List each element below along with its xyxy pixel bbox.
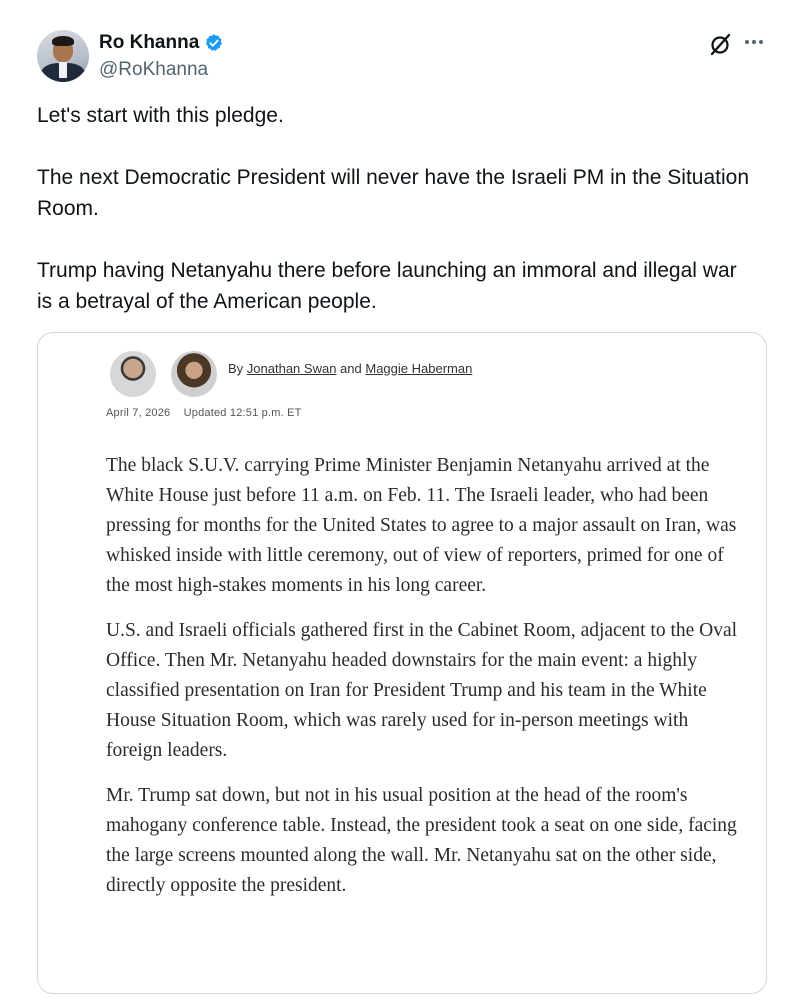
article-paragraph: Mr. Trump sat down, but not in his usual position at the head of the room's mahogany conference table. Instead, the president took a seat on one side, facing the large screens mounted along the wall. Mr. Netanyahu sat on the other side, directly opposite the president.	[106, 785, 737, 896]
tweet-paragraph: Trump having Netanyahu there before launching an immoral and illegal war is a betrayal of the American people.	[37, 259, 737, 313]
avatar-shirt	[59, 62, 67, 78]
tweet-paragraph: Let's start with this pledge.	[37, 104, 284, 127]
article-updated-time: Updated 12:51 p.m. ET	[183, 407, 302, 419]
author-name-row	[99, 32, 224, 54]
article-byline	[228, 361, 472, 376]
article-paragraph: U.S. and Israeli officials gathered first in the Cabinet Room, adjacent to the Oval Office. Then Mr. Netanyahu headed downstairs for the main event: a highly classified presentation on Iran for President Trump and his team in the White House Situation Room, which was rarely used for in-person meetings with foreign leaders.	[106, 620, 738, 761]
more-options-icon[interactable]	[745, 40, 767, 46]
byline-author-link: Maggie Haberman	[365, 361, 473, 376]
article-screenshot-card[interactable]	[37, 332, 767, 994]
avatar-hair	[52, 36, 74, 46]
byline-prefix: By	[228, 361, 244, 376]
article-date: April 7, 2026	[106, 407, 171, 419]
author-handle[interactable]: @RoKhanna	[99, 59, 209, 80]
author-photo-jonathan-swan	[110, 351, 156, 397]
avatar[interactable]	[37, 30, 89, 82]
tweet-text	[37, 100, 757, 317]
article-paragraph: The black S.U.V. carrying Prime Minister Benjamin Netanyahu arrived at the White House just before 11 a.m. on Feb. 11. The Israeli leader, who had been pressing for months for the United States to agree to a major assault on Iran, was whisked inside with little ceremony, out of view of reporters, primed for one of the most high-stakes moments in his long career.	[106, 455, 737, 596]
grok-icon[interactable]	[706, 30, 734, 58]
article-body	[106, 451, 746, 916]
author-photo-maggie-haberman	[171, 351, 217, 397]
article-dateline	[106, 407, 302, 419]
author-display-name[interactable]: Ro Khanna	[99, 32, 200, 53]
tweet-paragraph: The next Democratic President will never have the Israeli PM in the Situation Room.	[37, 166, 750, 220]
byline-and: and	[340, 361, 362, 376]
verified-badge-icon	[204, 33, 224, 53]
byline-author-link: Jonathan Swan	[246, 361, 337, 376]
